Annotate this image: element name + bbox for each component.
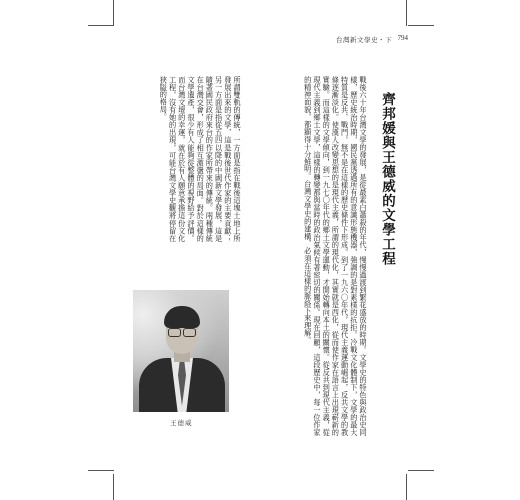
portrait-photo	[133, 290, 229, 412]
body-text-left	[130, 76, 242, 242]
crop-mark	[406, 474, 407, 500]
crop-mark	[408, 470, 434, 471]
paragraph: 所謂雙軌的傳統，一方面是指在戰後這塊土地上所發展出來的文學，這是戰後世代作家的主要貢獻；另一方面是指從五四以降的中國新文學發展，這是隨著國民政府來台的作家所帶來的傳統。兩種傳統在台灣交會，形成了相互激盪的局面。對於這樣的文學遺產，很少有人能夠從整體的視野給予評價。而台灣文壇的幸運，就在於有人願意承擔這份文化工程，沒有她的出現，可能台灣文學史觀將停留在狹隘的格局。	[159, 76, 242, 242]
paragraph: 戰後六十年台灣文學的發展，是從最素白蕭殺的年代，慢慢過渡到繁花盛放的時期。文學史的特色與政治史同樣，歷史統治時期，國民黨透過所有的意識形態機器，強調的是對素樸的抗拒。冷戰文化體制下，文學的最大特質是反共、戰鬥，無不是在這樣的歷史條件下形成。到了一九六〇年代，現代主義運動崛起，反共文學的教條逐漸淡化。使漢人改變思想的是現代主義，所謂的現代化，其實就是西化，從而使作家在語言上出現嶄新的實驗。而這樣的文學傾向，到一九七〇年代的鄉土文學運動，才開始轉向本土的關懷。從反共到現代主義，從現代主義到鄉土文學，這樣的轉變都與當時的政治氣候有著密切的關係。現在回顧，這段歷史中，每一位作家的精神面貌，都顯得十分鮮明。台灣文學史的建構，必須在這樣的脈絡下來理解。	[303, 76, 368, 436]
crop-mark	[406, 0, 407, 26]
crop-mark	[408, 25, 434, 26]
crop-mark	[113, 474, 114, 500]
crop-mark	[88, 470, 114, 471]
page-number: 794	[397, 34, 408, 42]
crop-mark	[88, 25, 114, 26]
running-head: 台灣新文學史・下	[336, 36, 392, 44]
body-text-right	[240, 76, 368, 436]
photo-caption: 王德威	[170, 419, 193, 427]
section-title: 齊邦媛與王德威的文學工程	[379, 92, 395, 266]
crop-mark	[113, 0, 114, 26]
